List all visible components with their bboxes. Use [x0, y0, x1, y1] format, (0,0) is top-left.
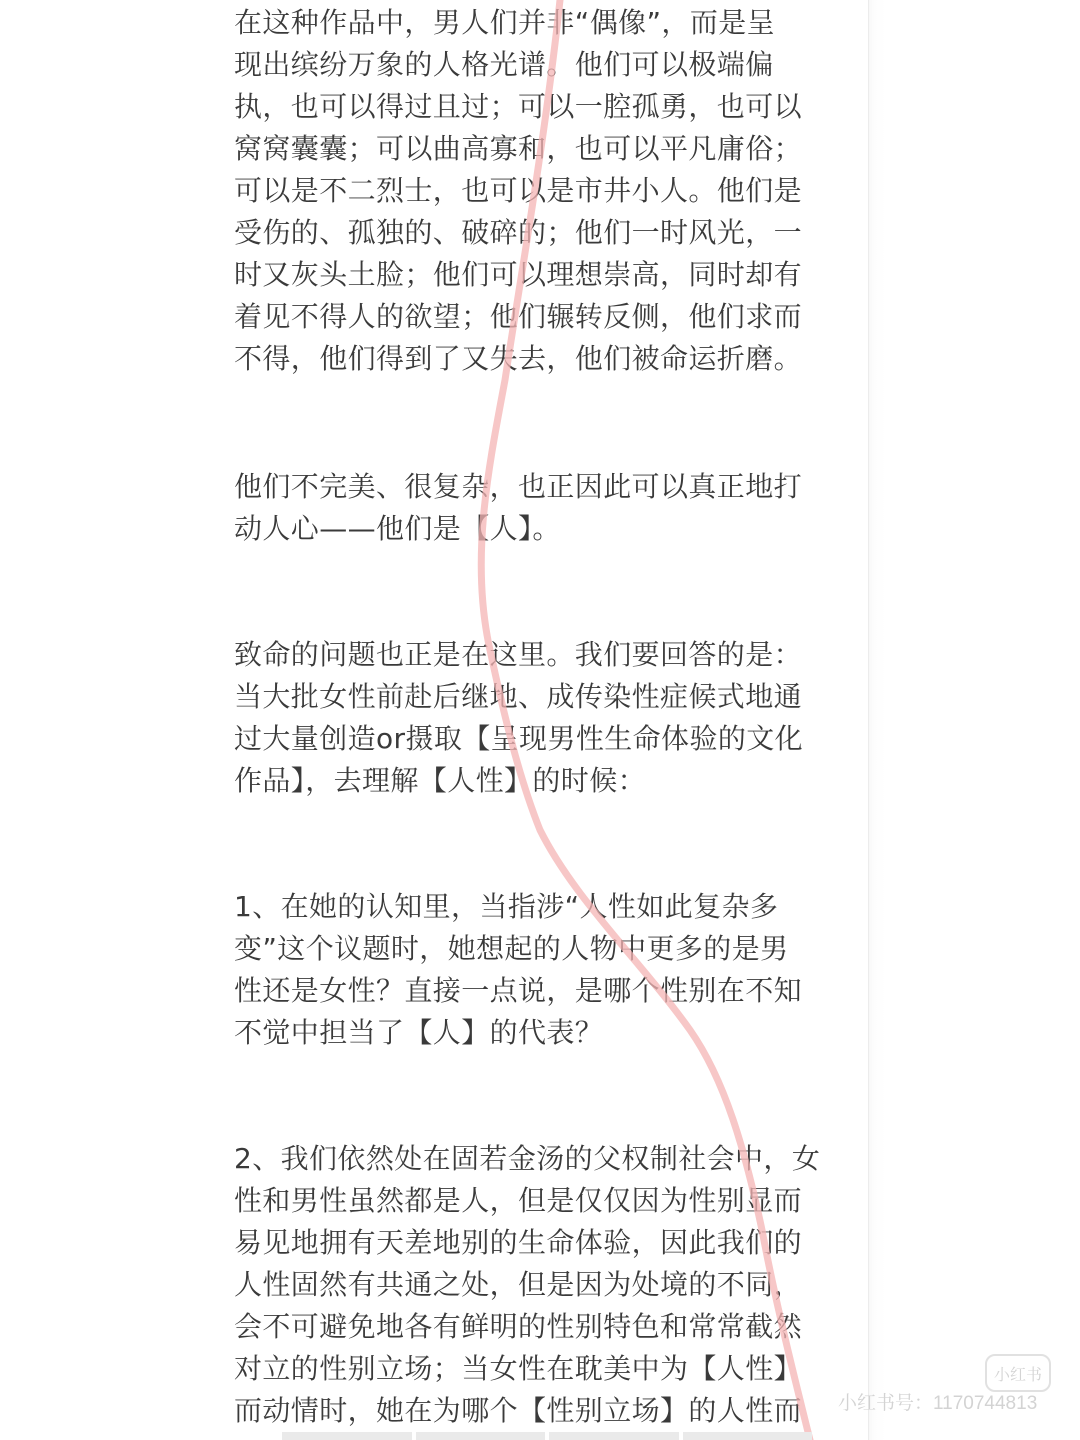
text-line: 过大量创造or摄取【呈现男性生命体验的文化: [234, 722, 804, 755]
text-line: 2、我们依然处在固若金汤的父权制社会中，女: [234, 1142, 821, 1175]
text-line: 对立的性别立场；当女性在耽美中为【人性】: [234, 1352, 803, 1385]
text-line: 窝窝囊囊；可以曲高寡和，也可以平凡庸俗；: [234, 132, 803, 165]
toolbar-segment: [683, 1432, 813, 1440]
page-right-margin: [868, 0, 1080, 1440]
text-line: 可以是不二烈士，也可以是市井小人。他们是: [234, 174, 803, 207]
text-line: 着见不得人的欲望；他们辗转反侧，他们求而: [234, 300, 803, 333]
paragraph-5: [234, 1138, 820, 1432]
text-line: 时又灰头土脸；他们可以理想崇高，同时却有: [234, 258, 803, 291]
text-line: 不得，他们得到了又失去，他们被命运折磨。: [234, 342, 803, 375]
text-line: 他们不完美、很复杂，也正因此可以真正地打: [234, 470, 803, 503]
text-line: 执，也可以得过且过；可以一腔孤勇，也可以: [234, 90, 803, 123]
bottom-toolbar-hint: [282, 1432, 812, 1440]
text-line: 会不可避免地各有鲜明的性别特色和常常截然: [234, 1310, 803, 1343]
toolbar-segment: [416, 1432, 546, 1440]
text-line: 易见地拥有天差地别的生命体验，因此我们的: [234, 1226, 803, 1259]
toolbar-segment: [282, 1432, 412, 1440]
text-line: 人性固然有共通之处，但是因为处境的不同，: [234, 1268, 803, 1301]
text-line: 当大批女性前赴后继地、成传染性症候式地通: [234, 680, 803, 713]
paragraph-3: [234, 634, 803, 802]
paragraph-1: [234, 2, 802, 380]
text-line: 致命的问题也正是在这里。我们要回答的是：: [234, 638, 803, 671]
text-line: 作品】，去理解【人性】的时候：: [234, 764, 647, 797]
text-line: 而动情时，她在为哪个【性别立场】的人性而: [234, 1394, 803, 1427]
paragraph-4: [234, 886, 802, 1054]
text-line: 变”这个议题时，她想起的人物中更多的是男: [234, 932, 789, 965]
paragraph-2: [234, 466, 802, 550]
text-line: 不觉中担当了【人】的代表？: [234, 1016, 604, 1049]
toolbar-segment: [549, 1432, 679, 1440]
page-edge-divider: [868, 0, 869, 1440]
text-line: 在这种作品中，男人们并非“偶像”，而是呈: [234, 6, 776, 39]
text-line: 现出缤纷万象的人格光谱。他们可以极端偏: [234, 48, 774, 81]
watermark-id-text: 小红书号：1170744813: [838, 1393, 1038, 1414]
text-line: 受伤的、孤独的、破碎的；他们一时风光，一: [234, 216, 803, 249]
text-line: 1、在她的认知里，当指涉“人性如此复杂多: [234, 890, 779, 923]
xiaohongshu-logo-watermark: 小红书: [985, 1354, 1051, 1392]
text-line: 动人心——他们是【人】。: [234, 512, 561, 545]
text-line: 性还是女性？直接一点说，是哪个性别在不知: [234, 974, 803, 1007]
watermark-id: [838, 1388, 1037, 1415]
text-line: 性和男性虽然都是人，但是仅仅因为性别显而: [234, 1184, 803, 1217]
